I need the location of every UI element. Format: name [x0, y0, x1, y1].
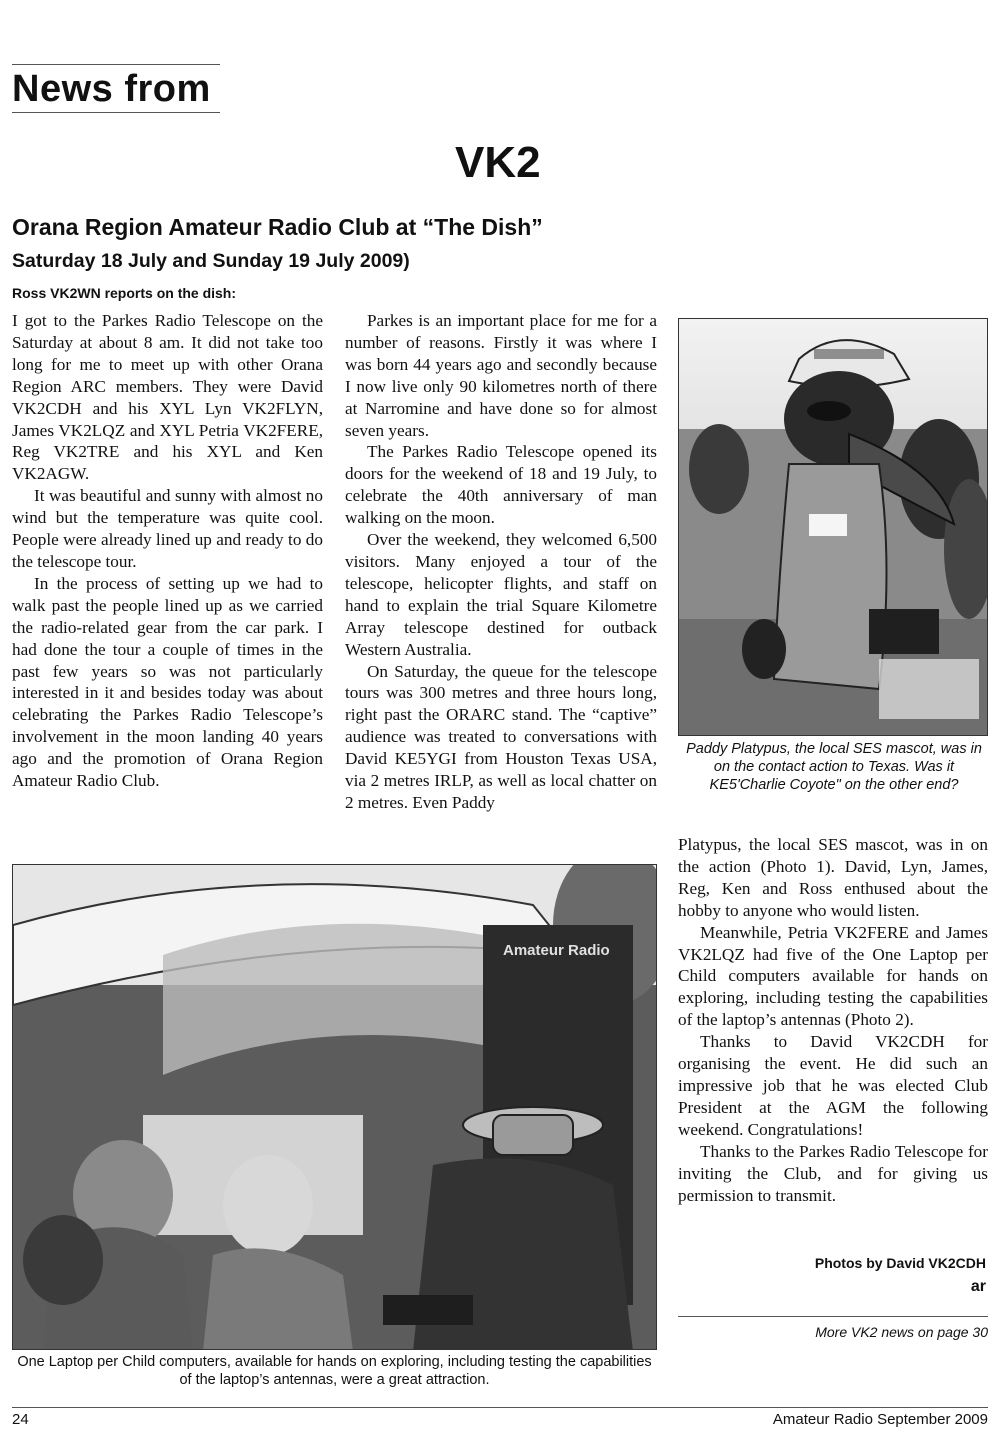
- header-title: News from: [12, 68, 211, 110]
- photo-caption-2: One Laptop per Child computers, available for hands on exploring, including testing the capabilities of the laptop’s antennas, were a great attraction.: [17, 1354, 652, 1388]
- article-headline: Orana Region Amateur Radio Club at “The Dish”: [12, 214, 543, 240]
- magazine-issue: Amateur Radio September 2009: [772, 1411, 988, 1428]
- photo-paddy-platypus: [678, 318, 988, 736]
- article-column-1: [12, 310, 323, 792]
- more-news-link: More VK2 news on page 30: [815, 1324, 988, 1340]
- header-bottom-rule: [12, 112, 220, 113]
- paragraph: Thanks to David VK2CDH for organising the event. He did such an impressive job that he was elected Club President at the AGM the following weekend. Congratulations!: [678, 1032, 988, 1139]
- stand-illustration: [13, 865, 657, 1350]
- more-news-rule: [678, 1316, 988, 1317]
- section-title: VK2: [455, 138, 541, 187]
- paragraph: It was beautiful and sunny with almost no wind but the temperature was quite cool. People were already lined up and ready to do the telescope tour.: [12, 486, 323, 571]
- paragraph: Meanwhile, Petria VK2FERE and James VK2LQZ had five of the One Laptop per Child computers available for hands on exploring, including testing the capabilities of the laptop’s antennas (Photo 2).: [678, 922, 988, 1030]
- article-column-2: [345, 310, 657, 814]
- article-byline: Ross VK2WN reports on the dish:: [12, 285, 237, 301]
- page-number: 24: [12, 1411, 29, 1428]
- paragraph: Thanks to the Parkes Radio Telescope for inviting the Club, and for giving us permission to transmit.: [678, 1141, 988, 1205]
- paragraph: I got to the Parkes Radio Telescope on the Saturday at about 8 am. It did not take too long for me to meet up with other Orana Region ARC members. They were David VK2CDH and his XYL Lyn VK2FLYN, James VK2LQZ and XYL Petria VK2FERE, Reg VK2TRE and his XYL and Ken VK2AGW.: [12, 311, 323, 484]
- article-subhead: Saturday 18 July and Sunday 19 July 2009): [12, 250, 410, 272]
- article-end-mark: ar: [970, 1278, 986, 1295]
- photo-laptop-stand: [12, 864, 657, 1350]
- paragraph: Platypus, the local SES mascot, was in on the action (Photo 1). David, Lyn, James, Reg, Ken and Ross enthused about the hobby to anyone who would listen.: [678, 835, 988, 920]
- footer-rule: [12, 1407, 988, 1408]
- paragraph: The Parkes Radio Telescope opened its doors for the weekend of 18 and 19 July, to celebrate the 40th anniversary of man walking on the moon.: [345, 442, 657, 528]
- paragraph: Over the weekend, they welcomed 6,500 visitors. Many enjoyed a tour of the telescope, helicopter flights, and staff on hand to explain the trial Square Kilometre Array telescope destined for outback Western Australia.: [345, 530, 657, 659]
- paragraph: In the process of setting up we had to walk past the people lined up as we carried the radio-related gear from the car park. I had done the tour a couple of times in the past few years so was not particularly interested in it and besides today was about celebrating the Parkes Radio Telescope’s involvement in the moon landing 40 years ago and the promotion of Orana Region Amateur Radio Club.: [12, 573, 323, 791]
- stand-banner-text: Amateur Radio: [503, 942, 610, 959]
- paragraph: On Saturday, the queue for the telescope tours was 300 metres and three hours long, right past the ORARC stand. The “captive” audience was treated to conversations with David KE5YGI from Houston Texas USA, via 2 metres IRLP, as well as local chatter on 2 metres. Even Paddy: [345, 661, 657, 812]
- mascot-illustration: [679, 319, 988, 736]
- photo-credit: Photos by David VK2CDH: [814, 1255, 986, 1271]
- photo-caption-1: Paddy Platypus, the local SES mascot, was in on the contact action to Texas. Was it KE5'Charlie Coyote" on the other end?: [686, 741, 982, 793]
- article-column-3: [678, 834, 988, 1206]
- paragraph: Parkes is an important place for me for a number of reasons. Firstly it was where I was born 44 years ago and secondly because I now live only 90 kilometres north of there at Narromine and have done so for almost seven years.: [345, 311, 657, 440]
- header-top-rule: [12, 64, 220, 65]
